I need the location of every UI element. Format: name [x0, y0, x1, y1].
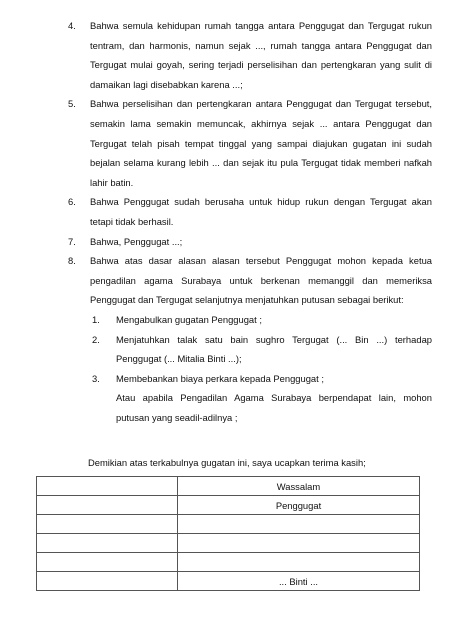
- lawsuit-points-list: [68, 16, 432, 427]
- sub-list-item: [90, 310, 432, 330]
- alternative-request-text: Atau apabila Pengadilan Agama Surabaya berpendapat lain, mohon putusan yang seadil-adilnya ;: [116, 392, 432, 423]
- table-cell: [178, 534, 420, 553]
- role-cell: Penggugat: [178, 496, 420, 515]
- verdict-requests-list: [90, 310, 432, 428]
- table-row: [37, 477, 420, 496]
- table-cell: [37, 496, 178, 515]
- sub-item-number: 1.: [92, 313, 100, 325]
- table-cell: [37, 515, 178, 534]
- sub-item-number: 3.: [92, 372, 100, 384]
- table-cell: [37, 534, 178, 553]
- item-number: 6.: [68, 196, 76, 208]
- closing-statement: Demikian atas terkabulnya gugatan ini, saya ucapkan terima kasih;: [88, 457, 366, 468]
- name-cell: ... Binti ...: [178, 572, 420, 591]
- table-row: [37, 496, 420, 515]
- table-cell: [37, 477, 178, 496]
- table-cell: [178, 515, 420, 534]
- item-number: 4.: [68, 20, 76, 31]
- list-item: [68, 16, 432, 94]
- list-item: [68, 232, 432, 252]
- list-item: [68, 94, 432, 192]
- sub-item-text: Mengabulkan gugatan Penggugat ;: [116, 313, 262, 325]
- item-number: 7.: [68, 235, 76, 247]
- salutation-cell: Wassalam: [178, 477, 420, 496]
- signature-table: [36, 476, 420, 591]
- sub-item-number: 2.: [92, 333, 100, 345]
- table-cell: [178, 553, 420, 572]
- item-number: 5.: [68, 98, 76, 110]
- table-row: [37, 553, 420, 572]
- list-item: [68, 192, 432, 231]
- table-row: [37, 572, 420, 591]
- item-text: Bahwa Penggugat sudah berusaha untuk hidup rukun dengan Tergugat akan tetapi tidak berhasil.: [90, 196, 432, 227]
- sub-item-text: Membebankan biaya perkara kepada Penggugat ;: [116, 372, 324, 384]
- sub-list-item: [90, 330, 432, 369]
- sub-item-text: Menjatuhkan talak satu bain sughro Tergugat (... Bin ...) terhadap Penggugat (... Mitalia Binti ...);: [116, 333, 432, 365]
- item-text: Bahwa semula kehidupan rumah tangga antara Penggugat dan Tergugat rukun tentram, dan harmonis, namun sejak ..., rumah tangga antara Penggugat dan Tergugat mulai goyah, sering terjadi perselisihan dan pertengkaran yang sulit di damaikan lagi disebabkan karena ...;: [90, 20, 432, 90]
- table-cell: [37, 553, 178, 572]
- table-row: [37, 534, 420, 553]
- list-item: [68, 251, 432, 427]
- item-text: Bahwa perselisihan dan pertengkaran antara Penggugat dan Tergugat tersebut, semakin lama semakin memuncak, akhirnya sejak ... antara Penggugat dan Tergugat telah pisah tempat tinggal yang sampai diajukan gugatan ini sudah bejalan selama kurang lebih ... dan sejak itu pula Tergugat tidak memberi nafkah lahir batin.: [90, 98, 432, 188]
- item-number: 8.: [68, 255, 76, 267]
- item-text: Bahwa, Penggugat ...;: [90, 235, 183, 247]
- sub-list-item: [90, 369, 432, 428]
- item-text: Bahwa atas dasar alasan alasan tersebut Penggugat mohon kepada ketua pengadilan agama Surabaya untuk berkenan memanggil dan memeriksa Penggugat dan Tergugat selanjutnya menjatuhkan putusan sebagai berikut:: [90, 255, 432, 306]
- table-cell: [37, 572, 178, 591]
- table-row: [37, 515, 420, 534]
